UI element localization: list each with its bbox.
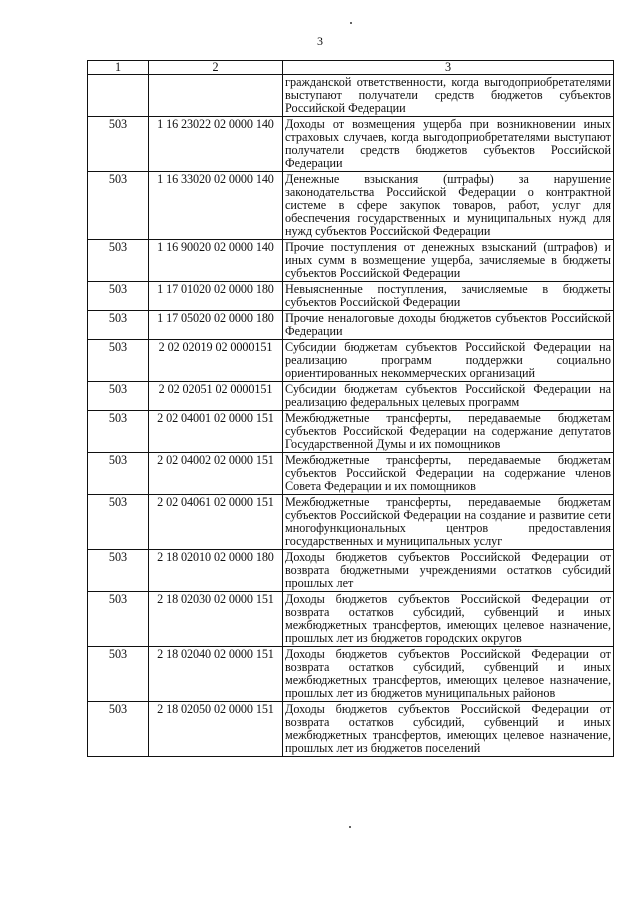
- admin-code-cell: 503: [88, 311, 149, 340]
- budget-classification-code-cell: 2 02 04001 02 0000 151: [149, 411, 283, 453]
- budget-classification-code-cell: 2 18 02030 02 0000 151: [149, 592, 283, 647]
- admin-code-cell: 503: [88, 382, 149, 411]
- admin-code-cell: 503: [88, 702, 149, 757]
- admin-code-cell: 503: [88, 647, 149, 702]
- table-row: [88, 495, 614, 550]
- revenue-name-cell: Доходы бюджетов субъектов Российской Федерации от возврата остатков субсидий, субвенций и иных межбюджетных трансфертов, имеющих целевое назначение, прошлых лет из бюджетов поселений: [283, 702, 614, 757]
- revenue-name-cell: Доходы бюджетов субъектов Российской Федерации от возврата остатков субсидий, субвенций и иных межбюджетных трансфертов, имеющих целевое назначение, прошлых лет из бюджетов городских округов: [283, 592, 614, 647]
- admin-code-cell: 503: [88, 453, 149, 495]
- column-header-admin: 1: [88, 61, 149, 75]
- budget-classification-code-cell: 2 18 02010 02 0000 180: [149, 550, 283, 592]
- column-header-code: 2: [149, 61, 283, 75]
- table-row: [88, 311, 614, 340]
- admin-code-cell: 503: [88, 240, 149, 282]
- revenue-name-cell: Субсидии бюджетам субъектов Российской Федерации на реализацию федеральных целевых программ: [283, 382, 614, 411]
- budget-classification-code-cell: 2 02 04061 02 0000 151: [149, 495, 283, 550]
- admin-code-cell: 503: [88, 340, 149, 382]
- revenue-name-cell: Межбюджетные трансферты, передаваемые бюджетам субъектов Российской Федерации на содержание членов Совета Федерации и их помощников: [283, 453, 614, 495]
- budget-classification-code-cell: [149, 75, 283, 117]
- revenue-name-cell: Межбюджетные трансферты, передаваемые бюджетам субъектов Российской Федерации на содержание депутатов Государственной Думы и их помощников: [283, 411, 614, 453]
- admin-code-cell: [88, 75, 149, 117]
- table-row: [88, 411, 614, 453]
- admin-code-cell: 503: [88, 117, 149, 172]
- page-number: 3: [317, 34, 323, 48]
- table-row: [88, 282, 614, 311]
- budget-classification-code-cell: 1 16 90020 02 0000 140: [149, 240, 283, 282]
- revenue-name-cell: гражданской ответственности, когда выгодоприобретателями выступают получатели средств бюджетов субъектов Российской Федерации: [283, 75, 614, 117]
- budget-classification-code-cell: 2 02 02019 02 0000151: [149, 340, 283, 382]
- revenue-name-cell: Прочие неналоговые доходы бюджетов субъектов Российской Федерации: [283, 311, 614, 340]
- revenue-name-cell: Доходы бюджетов субъектов Российской Федерации от возврата бюджетными учреждениями остатков субсидий прошлых лет: [283, 550, 614, 592]
- table-row: [88, 550, 614, 592]
- table-row: [88, 453, 614, 495]
- admin-code-cell: 503: [88, 495, 149, 550]
- table-header-row: [88, 61, 614, 75]
- column-header-name: 3: [283, 61, 614, 75]
- table-row: [88, 117, 614, 172]
- scan-artifact-dot: [349, 826, 351, 828]
- admin-code-cell: 503: [88, 592, 149, 647]
- revenue-name-cell: Доходы бюджетов субъектов Российской Федерации от возврата остатков субсидий, субвенций и иных межбюджетных трансфертов, имеющих целевое назначение, прошлых лет из бюджетов муниципальных районов: [283, 647, 614, 702]
- table-body: [88, 75, 614, 757]
- table-row: [88, 592, 614, 647]
- revenue-name-cell: Прочие поступления от денежных взысканий (штрафов) и иных сумм в возмещение ущерба, зачисляемые в бюджеты субъектов Российской Федерации: [283, 240, 614, 282]
- table-row: [88, 702, 614, 757]
- table-row: [88, 240, 614, 282]
- budget-classification-code-cell: 1 17 05020 02 0000 180: [149, 311, 283, 340]
- table-row: [88, 647, 614, 702]
- revenue-name-cell: Субсидии бюджетам субъектов Российской Федерации на реализацию программ поддержки социально ориентированных некоммерческих организаций: [283, 340, 614, 382]
- table-row: [88, 75, 614, 117]
- admin-code-cell: 503: [88, 550, 149, 592]
- budget-classification-code-cell: 2 02 04002 02 0000 151: [149, 453, 283, 495]
- budget-classification-code-cell: 2 02 02051 02 0000151: [149, 382, 283, 411]
- admin-code-cell: 503: [88, 172, 149, 240]
- table-row: [88, 382, 614, 411]
- revenue-name-cell: Денежные взыскания (штрафы) за нарушение законодательства Российской Федерации о контрактной системе в сфере закупок товаров, работ, услуг для обеспечения государственных и муниципальных нужд для нужд субъектов Российской Федерации: [283, 172, 614, 240]
- table-row: [88, 340, 614, 382]
- table-row: [88, 172, 614, 240]
- scan-artifact-dot: [350, 22, 352, 24]
- admin-code-cell: 503: [88, 282, 149, 311]
- budget-classification-code-cell: 1 16 23022 02 0000 140: [149, 117, 283, 172]
- budget-classification-code-cell: 1 16 33020 02 0000 140: [149, 172, 283, 240]
- budget-classification-code-cell: 2 18 02040 02 0000 151: [149, 647, 283, 702]
- revenue-name-cell: Доходы от возмещения ущерба при возникновении иных страховых случаев, когда выгодоприобретателями выступают получатели средств бюджетов субъектов Российской Федерации: [283, 117, 614, 172]
- revenue-name-cell: Невыясненные поступления, зачисляемые в бюджеты субъектов Российской Федерации: [283, 282, 614, 311]
- budget-classification-code-cell: 1 17 01020 02 0000 180: [149, 282, 283, 311]
- revenue-codes-table: [87, 60, 614, 757]
- admin-code-cell: 503: [88, 411, 149, 453]
- revenue-name-cell: Межбюджетные трансферты, передаваемые бюджетам субъектов Российской Федерации на создание и развитие сети многофункциональных центров предоставления государственных и муниципальных услуг: [283, 495, 614, 550]
- budget-classification-code-cell: 2 18 02050 02 0000 151: [149, 702, 283, 757]
